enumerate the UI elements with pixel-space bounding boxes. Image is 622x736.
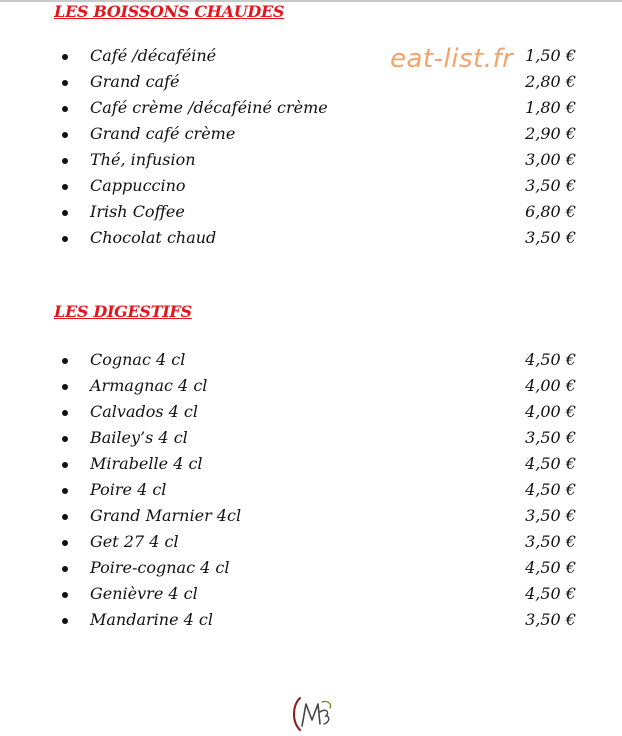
- list-item: [0, 376, 622, 402]
- bullet-icon: [62, 592, 68, 598]
- item-price: 6,80 €: [525, 202, 576, 221]
- bullet-icon: [62, 540, 68, 546]
- item-price: 4,50 €: [525, 584, 576, 603]
- bullet-icon: [62, 80, 68, 86]
- list-item: [0, 98, 622, 124]
- bullet-icon: [62, 106, 68, 112]
- item-price: 4,50 €: [525, 454, 576, 473]
- list-item: [0, 176, 622, 202]
- item-name: Cognac 4 cl: [90, 350, 186, 369]
- item-price: 3,50 €: [525, 610, 576, 629]
- item-name: Poire-cognac 4 cl: [90, 558, 230, 577]
- bullet-icon: [62, 410, 68, 416]
- item-name: Café /décaféiné: [90, 46, 217, 65]
- bullet-icon: [62, 514, 68, 520]
- item-price: 1,80 €: [525, 98, 576, 117]
- list-item: [0, 532, 622, 558]
- list-item: [0, 454, 622, 480]
- hot-drinks-list: [0, 46, 622, 254]
- item-price: 3,50 €: [525, 228, 576, 247]
- item-name: Irish Coffee: [90, 202, 185, 221]
- bullet-icon: [62, 488, 68, 494]
- list-item: [0, 428, 622, 454]
- section-title-digestifs: LES DIGESTIFS: [54, 302, 192, 321]
- item-price: 3,50 €: [525, 532, 576, 551]
- item-name: Chocolat chaud: [90, 228, 217, 247]
- item-price: 1,50 €: [525, 46, 576, 65]
- item-price: 4,50 €: [525, 480, 576, 499]
- item-name: Grand Marnier 4cl: [90, 506, 242, 525]
- item-name: Café crème /décaféiné crème: [90, 98, 328, 117]
- monogram-logo-icon: [286, 690, 340, 734]
- item-name: Mandarine 4 cl: [90, 610, 213, 629]
- list-item: [0, 72, 622, 98]
- section-title-hot-drinks: LES BOISSONS CHAUDES: [54, 2, 285, 21]
- item-name: Cappuccino: [90, 176, 186, 195]
- list-item: [0, 506, 622, 532]
- list-item: [0, 228, 622, 254]
- bullet-icon: [62, 462, 68, 468]
- item-name: Get 27 4 cl: [90, 532, 179, 551]
- bullet-icon: [62, 566, 68, 572]
- bullet-icon: [62, 384, 68, 390]
- digestifs-list: [0, 350, 622, 636]
- watermark: eat-list.fr: [390, 44, 514, 74]
- item-name: Armagnac 4 cl: [90, 376, 208, 395]
- item-name: Poire 4 cl: [90, 480, 167, 499]
- item-price: 3,00 €: [525, 150, 576, 169]
- item-price: 3,50 €: [525, 176, 576, 195]
- item-price: 3,50 €: [525, 506, 576, 525]
- item-name: Grand café crème: [90, 124, 236, 143]
- bullet-icon: [62, 158, 68, 164]
- bullet-icon: [62, 132, 68, 138]
- item-price: 3,50 €: [525, 428, 576, 447]
- item-price: 4,50 €: [525, 350, 576, 369]
- list-item: [0, 402, 622, 428]
- item-price: 2,80 €: [525, 72, 576, 91]
- item-name: Genièvre 4 cl: [90, 584, 198, 603]
- list-item: [0, 124, 622, 150]
- item-name: Grand café: [90, 72, 180, 91]
- list-item: [0, 46, 622, 72]
- item-price: 2,90 €: [525, 124, 576, 143]
- bullet-icon: [62, 618, 68, 624]
- list-item: [0, 480, 622, 506]
- item-name: Calvados 4 cl: [90, 402, 198, 421]
- item-name: Thé, infusion: [90, 150, 196, 169]
- item-name: Bailey’s 4 cl: [90, 428, 188, 447]
- list-item: [0, 202, 622, 228]
- item-name: Mirabelle 4 cl: [90, 454, 203, 473]
- item-price: 4,50 €: [525, 558, 576, 577]
- bullet-icon: [62, 184, 68, 190]
- list-item: [0, 350, 622, 376]
- bullet-icon: [62, 358, 68, 364]
- bullet-icon: [62, 436, 68, 442]
- bullet-icon: [62, 54, 68, 60]
- list-item: [0, 150, 622, 176]
- list-item: [0, 584, 622, 610]
- list-item: [0, 558, 622, 584]
- bullet-icon: [62, 236, 68, 242]
- item-price: 4,00 €: [525, 402, 576, 421]
- item-price: 4,00 €: [525, 376, 576, 395]
- bullet-icon: [62, 210, 68, 216]
- list-item: [0, 610, 622, 636]
